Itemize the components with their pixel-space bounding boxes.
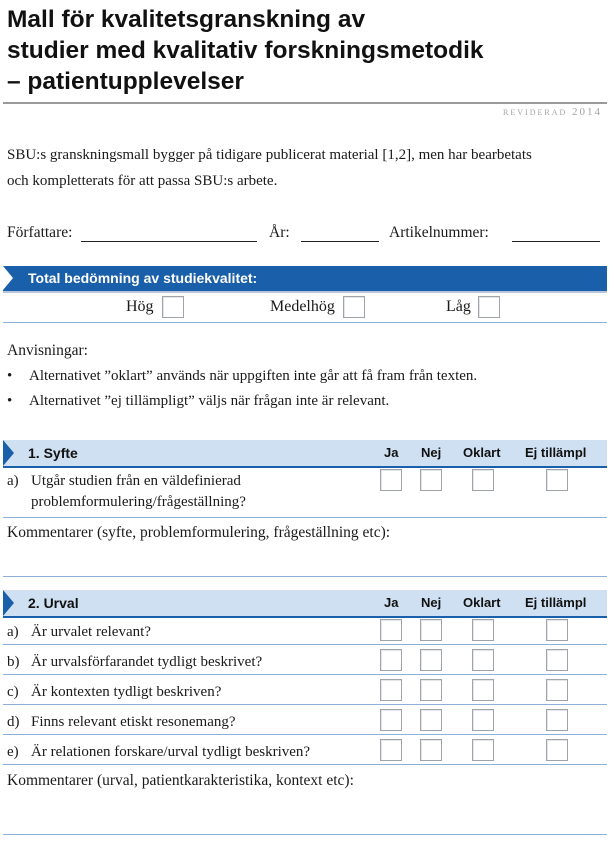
question-letter: e) — [7, 744, 19, 760]
rating-label-medium: Medelhög — [270, 298, 335, 315]
question-text: Är urvalet relevant? — [31, 624, 151, 640]
question-letter: d) — [7, 714, 20, 730]
column-header-no: Nej — [421, 595, 442, 610]
rating-checkbox-low[interactable] — [478, 296, 500, 318]
question-row — [7, 682, 367, 704]
answer-checkbox-no[interactable] — [420, 469, 442, 491]
question-letter: a) — [7, 473, 19, 489]
column-header-yes: Ja — [384, 595, 399, 610]
bullet-icon: • — [7, 393, 13, 409]
column-header-unclear: Oklart — [463, 445, 501, 460]
answer-checkbox-not-applicable[interactable] — [546, 709, 568, 731]
question-text: Finns relevant etiskt resonemang? — [31, 714, 236, 730]
comment-label: Kommentarer (syfte, problemformulering, frågeställning etc): — [7, 524, 391, 541]
intro-line-2: och kompletterats för att passa SBU:s arbete. — [7, 173, 278, 189]
author-field[interactable] — [81, 241, 257, 242]
bullet-icon: • — [7, 368, 13, 384]
article-number-field[interactable] — [512, 241, 600, 242]
answer-checkbox-yes[interactable] — [380, 469, 402, 491]
answer-checkbox-not-applicable[interactable] — [546, 649, 568, 671]
answer-checkbox-no[interactable] — [420, 739, 442, 761]
answer-checkbox-not-applicable[interactable] — [546, 619, 568, 641]
section-arrow-icon — [3, 440, 14, 466]
answer-checkbox-no[interactable] — [420, 649, 442, 671]
section-header-syfte — [3, 440, 607, 468]
answer-checkbox-no[interactable] — [420, 679, 442, 701]
section-title: 1. Syfte — [28, 445, 78, 461]
answer-checkbox-not-applicable[interactable] — [546, 679, 568, 701]
rating-label-low: Låg — [446, 298, 471, 315]
column-header-yes: Ja — [384, 445, 399, 460]
section-arrow-icon — [3, 590, 14, 616]
author-label: Författare: — [7, 224, 73, 241]
rating-checkbox-medium[interactable] — [343, 296, 365, 318]
question-letter: c) — [7, 684, 19, 700]
answer-checkbox-yes[interactable] — [380, 649, 402, 671]
rating-label-high: Hög — [126, 298, 154, 315]
question-text: Är urvalsförfarandet tydligt beskrivet? — [31, 654, 263, 670]
instruction-text: Alternativet ”ej tillämpligt” väljs när frågan inte är relevant. — [29, 393, 390, 409]
column-header-no: Nej — [421, 445, 442, 460]
rating-checkbox-high[interactable] — [162, 296, 184, 318]
column-header-not-applicable: Ej tillämpl — [525, 595, 587, 610]
answer-checkbox-not-applicable[interactable] — [546, 739, 568, 761]
question-text-line-1: Utgår studien från en väldefinierad — [31, 473, 241, 489]
question-row — [7, 471, 367, 515]
question-divider — [3, 734, 607, 735]
answer-checkbox-no[interactable] — [420, 619, 442, 641]
article-number-label: Artikelnummer: — [389, 224, 489, 241]
question-row — [7, 652, 367, 674]
title-line-3: – patientupplevelser — [7, 68, 244, 95]
question-divider — [3, 704, 607, 705]
band-arrow-icon — [3, 266, 13, 290]
column-header-unclear: Oklart — [463, 595, 501, 610]
answer-checkbox-unclear[interactable] — [472, 619, 494, 641]
question-divider — [3, 674, 607, 675]
title-line-2: studier med kvalitativ forskningsmetodik — [7, 37, 484, 64]
question-row — [7, 742, 377, 764]
question-row — [7, 712, 367, 734]
section-title: 2. Urval — [28, 595, 79, 611]
answer-checkbox-unclear[interactable] — [472, 679, 494, 701]
question-letter: a) — [7, 624, 19, 640]
article-metadata-row — [7, 224, 607, 246]
question-text-line-2: problemformulering/frågeställning? — [31, 494, 246, 510]
instruction-text: Alternativet ”oklart” används när uppgiften inte går att få fram från texten. — [29, 368, 478, 384]
comment-field[interactable] — [3, 576, 607, 577]
question-row — [7, 622, 367, 644]
intro-line-1: SBU:s granskningsmall bygger på tidigare publicerat material [1,2], men har bearbetats — [7, 147, 532, 163]
revision-note: reviderad 2014 — [503, 106, 602, 118]
question-text: Är relationen forskare/urval tydligt beskriven? — [31, 744, 311, 760]
instruction-item — [7, 368, 477, 385]
answer-checkbox-unclear[interactable] — [472, 469, 494, 491]
year-label: År: — [269, 224, 290, 241]
comment-field[interactable] — [3, 834, 607, 835]
answer-checkbox-unclear[interactable] — [472, 739, 494, 761]
overall-quality-band — [3, 266, 607, 293]
title-divider — [3, 102, 607, 104]
answer-checkbox-yes[interactable] — [380, 619, 402, 641]
question-letter: b) — [7, 654, 20, 670]
answer-checkbox-unclear[interactable] — [472, 709, 494, 731]
question-text: Är kontexten tydligt beskriven? — [31, 684, 222, 700]
question-divider — [3, 644, 607, 645]
answer-checkbox-not-applicable[interactable] — [546, 469, 568, 491]
rating-divider — [3, 322, 607, 323]
column-header-not-applicable: Ej tillämpl — [525, 445, 587, 460]
answer-checkbox-yes[interactable] — [380, 709, 402, 731]
answer-checkbox-unclear[interactable] — [472, 649, 494, 671]
instruction-item — [7, 393, 389, 410]
question-divider — [3, 764, 607, 765]
year-field[interactable] — [301, 241, 379, 242]
section-header-urval — [3, 590, 607, 618]
question-divider — [3, 517, 607, 518]
comment-label: Kommentarer (urval, patientkarakteristika, kontext etc): — [7, 772, 354, 789]
answer-checkbox-no[interactable] — [420, 709, 442, 731]
overall-quality-heading: Total bedömning av studiekvalitet: — [28, 270, 258, 286]
answer-checkbox-yes[interactable] — [380, 679, 402, 701]
page-title — [7, 4, 607, 97]
instructions-heading: Anvisningar: — [7, 342, 88, 359]
intro-text — [7, 142, 607, 194]
title-line-1: Mall för kvalitetsgranskning av — [7, 6, 366, 33]
answer-checkbox-yes[interactable] — [380, 739, 402, 761]
